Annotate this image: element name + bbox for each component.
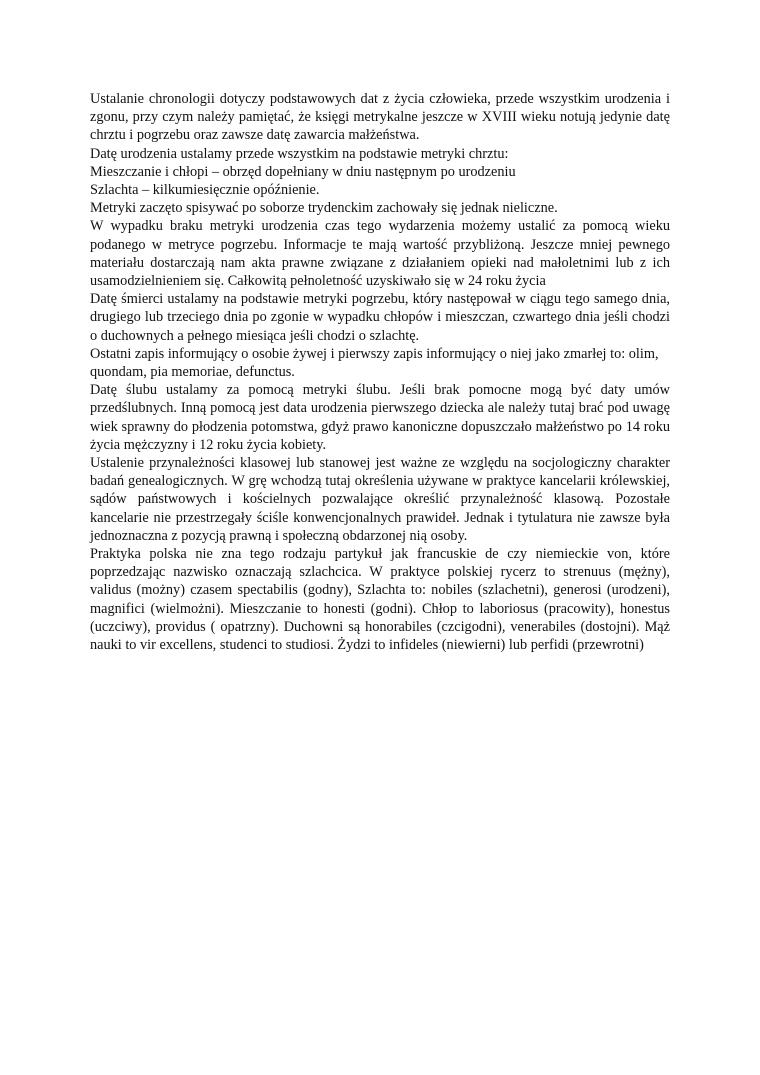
paragraph-birth-date: Datę urodzenia ustalamy przede wszystkim na podstawie metryki chrztu:: [90, 145, 509, 162]
paragraph-nobility: Szlachta – kilkumiesięcznie opóźnienie.: [90, 182, 320, 199]
paragraph-chronology: Ustalanie chronologii dotyczy podstawowych dat z życia człowieka, przede wszystkim urodzenia i zgonu, przy czym należy pamiętać, że księgi metrykalne jeszcze w XVIII wieku notują jedynie datę chrztu i pogrzebu oraz zawsze datę zawarcia małżeństwa.: [90, 91, 670, 144]
paragraph-last-record: Ostatni zapis informujący o osobie żywej i pierwszy zapis informujący o niej jako zmarłej to: olim, quondam, pia memoriae, defunctus.: [90, 345, 659, 381]
paragraph-records-council: Metryki zaczęto spisywać po soborze trydenckim zachowały się jednak nieliczne.: [90, 200, 558, 217]
paragraph-marriage-date: Datę ślubu ustalamy za pomocą metryki ślubu. Jeśli brak pomocne mogą być daty umów przedślubnych. Inną pomocą jest data urodzenia pierwszego dziecka ale należy tutaj brać pod uwagę wiek sprawny do płodzenia potomstwa, gdyż prawo kanoniczne dopuszczało małżeństwo po 14 roku życia mężczyzny i 12 roku życia kobiety.: [90, 382, 670, 453]
paragraph-death-date: Datę śmierci ustalamy na podstawie metryki pogrzebu, który następował w ciągu tego samego dnia, drugiego lub trzeciego dnia po zgonie w wypadku chłopów i mieszczan, czwartego dnia jeśli chodzi o duchownych a pełnego miesiąca jeśli chodzi o szlachtę.: [90, 291, 670, 344]
paragraph-townspeople-peasants: Mieszczanie i chłopi – obrzęd dopełniany w dniu następnym po urodzeniu: [90, 163, 516, 180]
paragraph-polish-practice: Praktyka polska nie zna tego rodzaju partykuł jak francuskie de czy niemieckie von, które poprzedzając nazwisko oznaczają szlachcica. W praktyce polskiej rycerz to strenuus (mężny), validus (możny) czasem spectabilis (godny), Szlachta to: nobiles (szlachetni), generosi (urodzeni), magnifici (wielmożni). Mieszczanie to honesti (godni). Chłop to laboriosus (pracowity), honestus (uczciwy), providus ( opatrzny). Duchowni są honorabiles (czcigodni), venerabiles (dostojni). Mąż nauki to vir excellens, studenci to studiosi. Żydzi to infideles (niewierni) lub perfidi (przewrotni): [90, 546, 670, 654]
paragraph-class-affiliation: Ustalenie przynależności klasowej lub stanowej jest ważne ze względu na socjologiczny charakter badań genealogicznych. W grę wchodzą tutaj określenia używane w praktyce kancelarii królewskiej, sądów państwowych i kościelnych pozwalające określić przynależność klasową. Pozostałe kancelarie nie przestrzegały ściśle konwencjonalnych prawideł. Jednak i tytulatura nie zawsze była jednoznaczna z pozycją prawną i społeczną obdarzonej nią osoby.: [90, 455, 670, 544]
document-page: [90, 90, 670, 654]
paragraph-missing-birth-record: W wypadku braku metryki urodzenia czas tego wydarzenia możemy ustalić za pomocą wieku podanego w metryce pogrzebu. Informacje te mają wartość przybliżoną. Jeszcze mniej pewnego materiału dostarczają nam akta prawne związane z działaniem opieki nad małoletnimi lub z ich usamodzielnieniem się. Całkowitą pełnoletność uzyskiwało się w 24 roku życia: [90, 218, 670, 290]
